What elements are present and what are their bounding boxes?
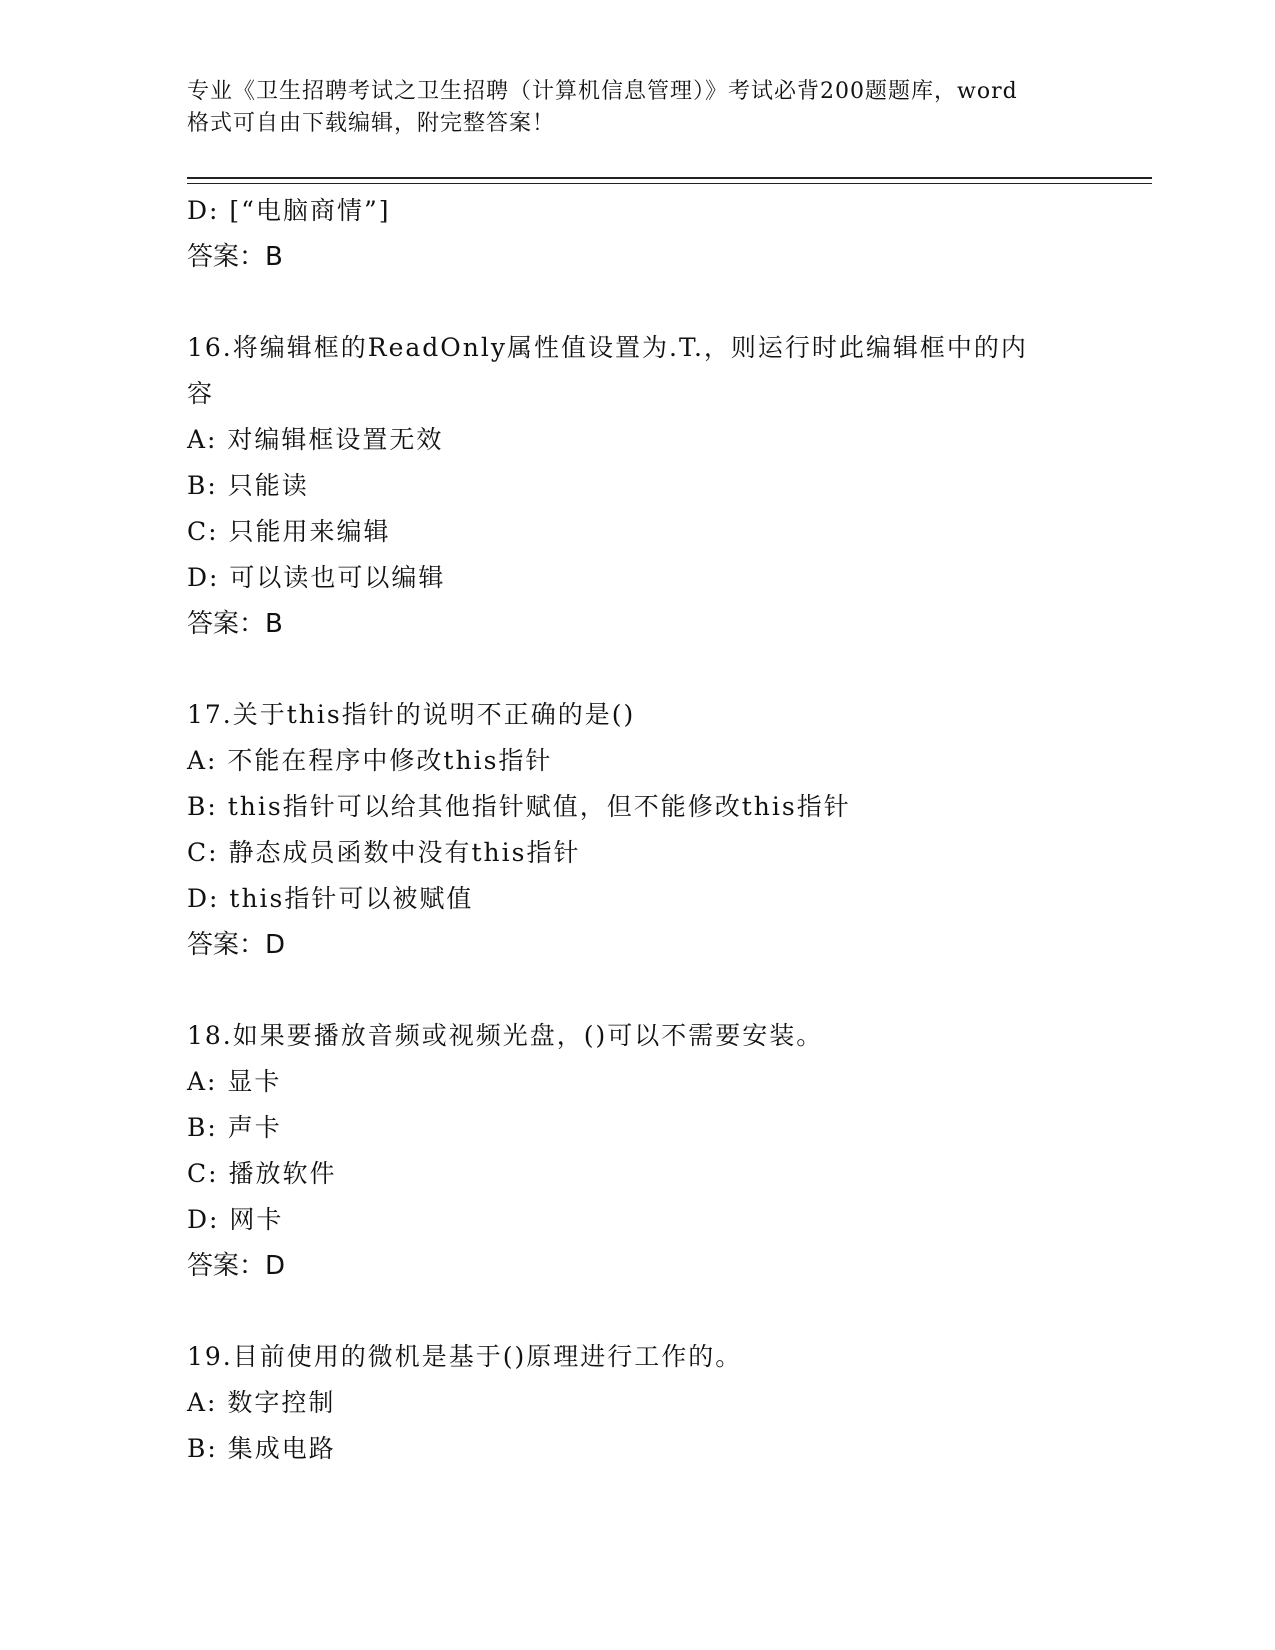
question-17 (187, 692, 1087, 968)
option-a: A: 显卡 (187, 1067, 282, 1096)
question-stem: 16.将编辑框的ReadOnly属性值设置为.T.，则运行时此编辑框中的内 (187, 333, 1028, 362)
option-b: B: 声卡 (187, 1113, 282, 1142)
header-line-1: 专业《卫生招聘考试之卫生招聘（计算机信息管理）》考试必背200题题库，word (187, 79, 1018, 104)
option-c: C: 播放软件 (187, 1159, 337, 1188)
question-19 (187, 1334, 1087, 1472)
question-stem-cont: 容 (187, 379, 215, 408)
header-rule-thick (187, 177, 1152, 179)
question-16 (187, 325, 1087, 647)
question-stem: 19.目前使用的微机是基于()原理进行工作的。 (187, 1342, 743, 1371)
prev-option-d: D: [“电脑商情”] (187, 196, 391, 225)
option-b: B: 集成电路 (187, 1434, 336, 1463)
question-stem: 17.关于this指针的说明不正确的是() (187, 700, 636, 729)
option-a: A: 不能在程序中修改this指针 (187, 746, 553, 775)
option-d: D: this指针可以被赋值 (187, 884, 474, 913)
question-stem: 18.如果要播放音频或视频光盘，()可以不需要安装。 (187, 1021, 824, 1050)
prev-answer: 答案：B (187, 242, 283, 272)
answer: 答案：D (187, 1251, 286, 1281)
option-c: C: 静态成员函数中没有this指针 (187, 838, 581, 867)
answer: 答案：B (187, 609, 283, 639)
option-b: B: 只能读 (187, 471, 309, 500)
option-a: A: 对编辑框设置无效 (187, 425, 444, 454)
header-rule-thin (187, 183, 1152, 184)
option-d: D: 可以读也可以编辑 (187, 563, 446, 592)
option-a: A: 数字控制 (187, 1388, 336, 1417)
option-d: D: 网卡 (187, 1205, 284, 1234)
option-b: B: this指针可以给其他指针赋值，但不能修改this指针 (187, 792, 851, 821)
document-body (187, 188, 1087, 1472)
answer: 答案：D (187, 930, 286, 960)
option-c: C: 只能用来编辑 (187, 517, 391, 546)
question-18 (187, 1013, 1087, 1289)
header-line-2: 格式可自由下载编辑，附完整答案！ (187, 111, 556, 136)
document-header (187, 76, 1087, 140)
